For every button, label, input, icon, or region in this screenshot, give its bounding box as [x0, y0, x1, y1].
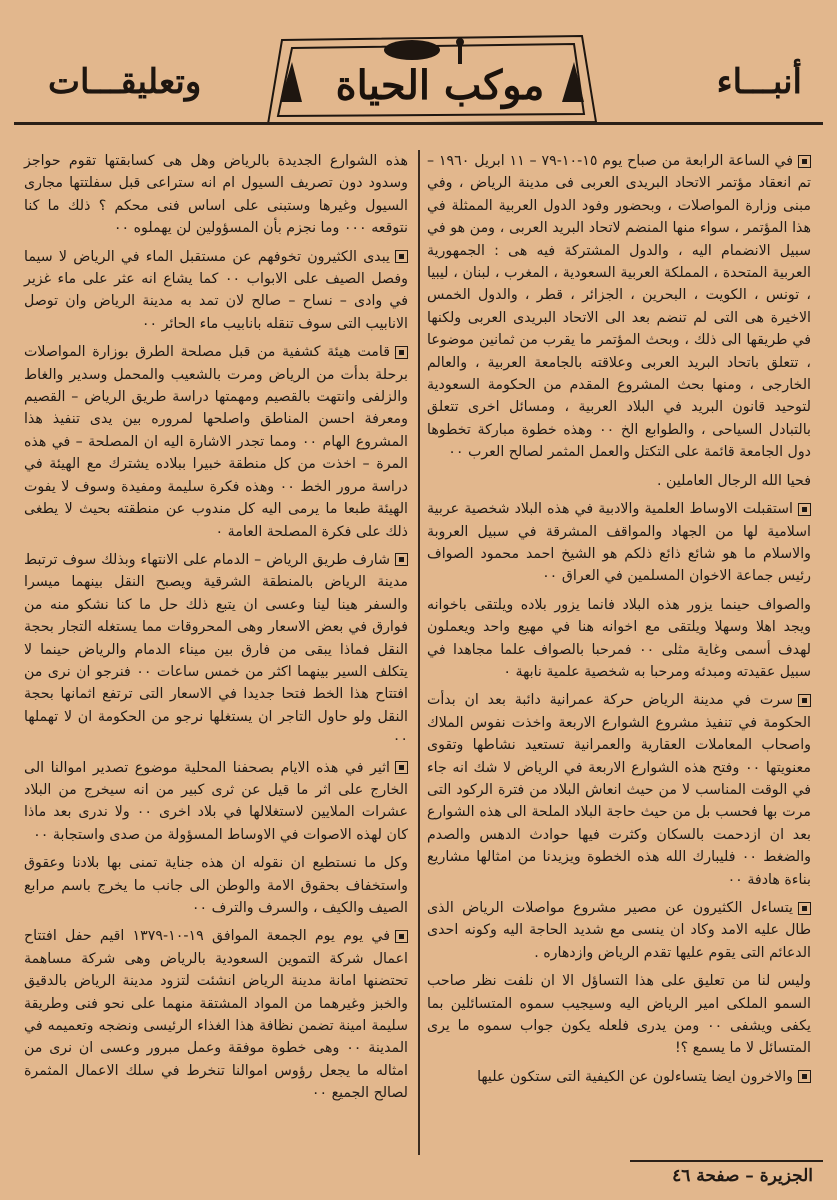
right-column — [427, 150, 811, 1094]
news-item: فحيا الله الرجال العاملين . — [657, 472, 811, 489]
square-bullet-icon — [798, 155, 811, 168]
square-bullet-icon — [395, 250, 408, 263]
square-bullet-icon — [395, 553, 408, 566]
news-item: في الساعة الرابعة من صباح يوم ١٥-١٠-٧٩ – ١١ ابريل ١٩٦٠ – تم انعقاد مؤتمر الاتحاد البريدى العربى فى مدينة الرياض ، وفي مبنى وزارة المواصلات ، وبحضور وفود الدول العربية الممثلة في هذا المؤتمر ، سواء منها المنضم لاتحاد البريد العربى ، ومن هو في سبيل الانضمام اليه ، والدول المشتركة فيه هى : الجمهورية العربية المتحدة ، المملكة العربية السعودية ، المغرب ، لبنان ، ليبيا ، تونس ، الكويت ، البحرين ، الجزائر ، قطر ، والدول الخمس الاخيرة هى التى لم تنضم بعد الى الاتحاد البريدى العربى ولكنها في طريقها الى ذلك ، وبحث المؤتمر ما يقرب من ثمانين موضوعا ، تتعلق باتحاد البريد العربى وعلاقته بالجامعة العربية ، والعالم الخارجى ، ومنها بحث المشروع المقدم من الحكومة السعودية لتوحيد قانون البريد في البلاد العربية ، ومسائل اخرى تتعلق بالتبادل السياحى ، والطوابع الخ ٠٠ وهذه خطوة مباركة تخطوها دول الجامعة قائمة على التكتل والعمل المثمر لصالح العرب ٠٠ — [427, 153, 811, 461]
square-bullet-icon — [798, 503, 811, 516]
square-bullet-icon — [395, 930, 408, 943]
news-item: شارف طريق الرياض – الدمام على الانتهاء وبذلك سوف ترتبط مدينة الرياض بالمنطقة الشرقية ويصبح النقل بينهما ميسرا والسفر هينا لينا وعسى ان يتبع ذلك حل ما كنا نشكو منه من فوارق في بعض الاسعار وهى المحروقات مما يستغله التجار بحجة النقل فماذا يبقى من فارق بين ميناء الدمام والرياض حينما لا يتكلف السير بينهما اكثر من خمس ساعات ٠٠ فنرجو ان نرى من افتتاح هذا الخط فتحا جديدا في الاسعار التى ترتفع اثمانها بحجة النقل ولو حاول التاجر ان يستغلها نرجو من الحكومة ان لا تهملها ٠٠ — [24, 551, 408, 748]
news-item: والصواف حينما يزور هذه البلاد فانما يزور بلاده ويلتقى باخوانه ويجد اهلا وسهلا ويلتقى مع اخوانه هنا في مهيع واحد ويعملون لهدف أسمى وغاية مثلى ٠٠ فمرحبا بالصواف علما مجاهدا في سبيل عقيدته ومبدئه ومرحبا به شخصية علمية نابهة ٠ — [427, 596, 811, 680]
news-item: استقبلت الاوساط العلمية والادبية في هذه البلاد شخصية عربية اسلامية لها من الجهاد والمواقف المشرقة في سبيل العروبة والاسلام ما هو شائع ذائع ذلكم هو الشيخ احمد محمود الصواف رئيس جماعة الاخوان المسلمين في العراق ٠٠ — [427, 501, 811, 585]
square-bullet-icon — [798, 1070, 811, 1083]
left-column — [24, 150, 408, 1111]
page-header — [14, 18, 824, 126]
news-item: اثير في هذه الايام بصحفنا المحلية موضوع تصدير اموالنا الى الخارج على اثر ما قيل عن ثرى كبير من انه سيخرج من البلاد عشرات الملايين لاستغلالها في بلاد اخرى ٠٠ ولا ندرى بعد ماذا كان لهذه الاصوات في الاوساط المسؤولة من صدى واستجابة ٠٠ — [24, 759, 408, 843]
header-center-title: موكب الحياة — [335, 62, 545, 109]
news-item: يتساءل الكثيرون عن مصير مشروع مواصلات الرياض الذى طال عليه الامد وكاد ان ينسى مع شديد الحاجة اليه وكونه احدى الدعائم التى يقوم عليها تقدم الرياض وازدهاره . — [427, 900, 811, 961]
square-bullet-icon — [395, 761, 408, 774]
news-item: والاخرون ايضا يتساءلون عن الكيفية التى ستكون عليها — [427, 1066, 811, 1088]
news-item: قامت هيئة كشفية من قبل مصلحة الطرق بوزارة المواصلات برحلة بدأت من الرياض ومرت بالشعيب والمحمل وسدير والغاط والزلفى وانتهت بالقصيم ومهمتها دراسة طريق الرياض – القصيم ومعرفة احسن المناطق واصلحها لمروره بين يدى تنفيذ هذا المشروع الهام ٠٠ ومما تجدر الاشارة اليه ان المصلحة – في هذه المرة – اخذت من كل منطقة خبيرا ببلاده يشترك مع الهيئة في دراسة مرور الخط ٠٠ وهذه فكرة سليمة ومفيدة وسوف لا يفوت الهيئة طبعا ما يرمى اليه كل مندوب عن منطقته بحيث لا يطغى ذلك على فكرة المصلحة العامة ٠ — [24, 344, 408, 540]
news-item: يبدى الكثيرون تخوفهم عن مستقبل الماء في الرياض لا سيما وفصل الصيف على الابواب ٠٠ كما يشاع انه عثر على ماء غزير في وادى – نساح – صالح لان تمد به مدينة الرياض وان توصل الانابيب التى سوف تنقله بانابيب ماء الحائر ٠٠ — [24, 248, 408, 332]
news-item: وكل ما نستطيع ان نقوله ان هذه جناية تمنى بها بلادنا وعقوق واستخفاف بحقوق الامة والوطن الى جانب ما يخرج باسم مرابع الصيف والكيف ، والسرف والترف ٠٠ — [24, 855, 408, 916]
footer-rule — [630, 1160, 823, 1162]
header-rule — [14, 122, 823, 125]
header-ornament — [262, 32, 602, 128]
news-item: في يوم يوم الجمعة الموافق ١٩-١٠-١٣٧٩ اقيم حفل افتتاح اعمال شركة التموين السعودية بالرياض وهى شركة مساهمة تحتضنها امانة مدينة الرياض انشئت لتزود مدينة الرياض بالدقيق والخبز وغيرهما من المواد المشتقة منهما على نحو فنى وطريقة سليمة امينة تضمن نظافة هذا الغذاء الرئيسى ونضجه وتعميمه في المدينة ٠٠ وهى خطوة موفقة وعمل مبرور وعسى ان نرى من امثاله ما يجعل رؤوس اموالنا تنخرط في سلك الاعمال المثمرة لصالح الجميع ٠٠ — [24, 928, 408, 1102]
square-bullet-icon — [798, 902, 811, 915]
news-item: وليس لنا من تعليق على هذا التساؤل الا ان نلفت نظر صاحب السمو الملكى امير الرياض اليه وسيجيب سموه المتسائلين بما يكفى ويشفى ٠٠ ومن يدرى فلعله يكون جواب سموه ما يرى المتسائل لا ما يسمع ؟! — [427, 973, 811, 1057]
column-divider — [418, 150, 420, 1155]
news-item: هذه الشوارع الجديدة بالرياض وهل هى كسابقتها تقوم حواجز وسدود دون تصريف السيول ام انه ستراعى قبل سفلتتها مجارى السيول وغيرها وستبنى على اساس فنى محكم ؟ ذلك ما كنا نتوقعه ٠٠٠ وما نجزم بأن المسؤولين لن يهملوه ٠٠ — [24, 153, 408, 237]
page-footer: الجزيرة – صفحة ٤٦ — [672, 1166, 813, 1186]
header-left-word: وتعليقـــات — [48, 62, 202, 102]
square-bullet-icon — [798, 694, 811, 707]
news-item: سرت في مدينة الرياض حركة عمرانية دائبة بعد ان بدأت الحكومة في تنفيذ مشروع الشوارع الاربعة واخذت نفوس الملاك واصحاب المعاملات العقارية والعمرانية تستعيد نشاطها وتقوى معنويتها ٠٠ وفتح هذه الشوارع الاربعة في الرياض لا شك انه جاء في الوقت المناسب لا من حيث انعاش البلاد من فترة الركود التى مرت بها فحسب بل من حيث حاجة البلاد الملحة الى هذه الشوارع بعد ان ازدحمت بالسكان وكثرت فيها حوادث الدهس والصدم والضغط ٠٠ فليبارك الله هذه الخطوة ويزيدنا من امثالها مشاريع بناءة هادفة ٠٠ — [427, 692, 811, 888]
square-bullet-icon — [395, 346, 408, 359]
header-right-word: أنبـــاء — [716, 62, 802, 102]
